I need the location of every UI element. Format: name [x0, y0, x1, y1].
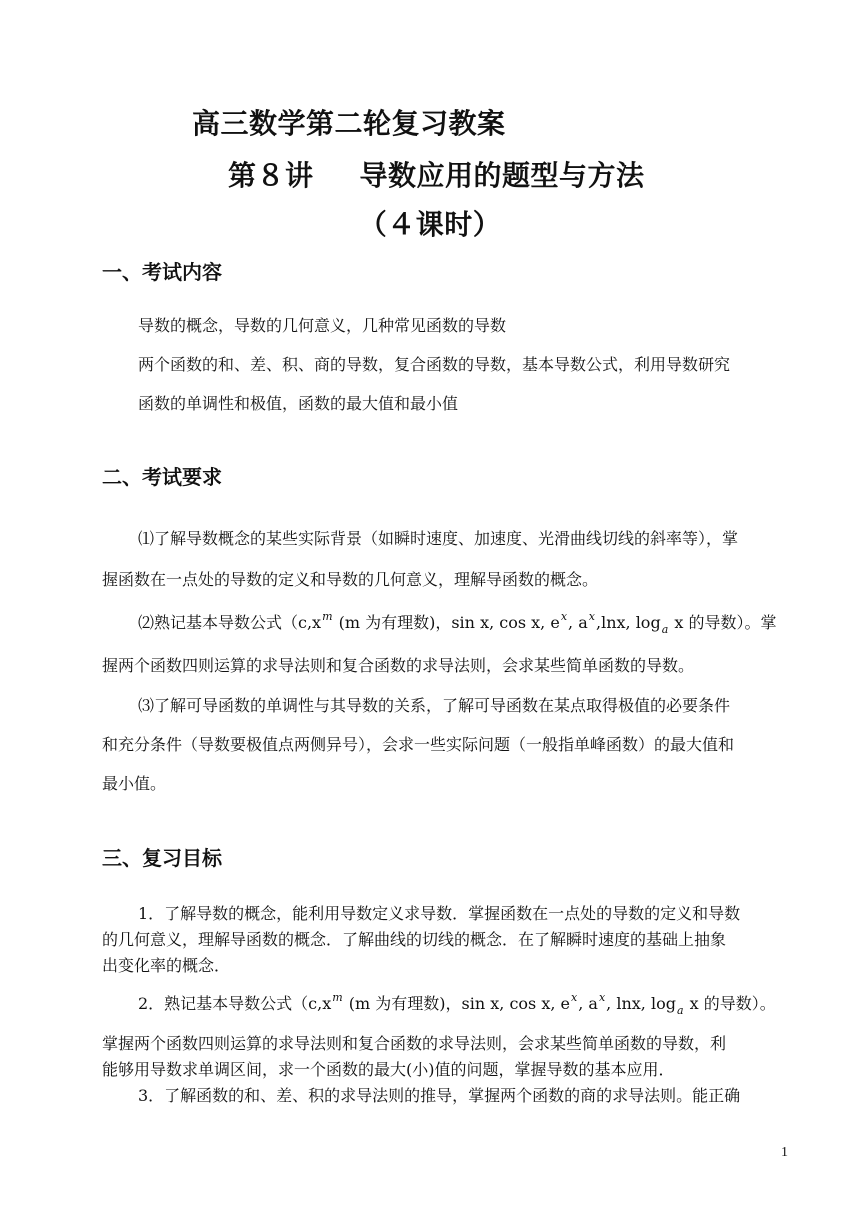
paragraph-line: 两个函数的和、差、积、商的导数，复合函数的导数，基本导数公式，利用导数研究 — [138, 355, 731, 374]
formula-line: ⑵熟记基本导数公式（$c,x^m$ (m 为有理数)，sin x, cos x, $e^x$, $a^x,\ln x$, $\log_a x$ 的导数）。掌 — [138, 610, 777, 636]
paragraph-line: 导数的概念，导数的几何意义，几种常见函数的导数 — [138, 316, 507, 335]
section-heading-exam-requirements: 二、考试要求 — [102, 465, 222, 489]
lecture-title — [228, 154, 645, 194]
paragraph-line: ⑴了解导数概念的某些实际背景（如瞬时速度、加速度、光滑曲线切线的斜率等），掌 — [138, 529, 739, 548]
paragraph-line: 握函数在一点处的导数的定义和导数的几何意义，理解导函数的概念。 — [102, 570, 599, 589]
paragraph-line: 掌握两个函数四则运算的求导法则和复合函数的求导法则，会求某些简单函数的导数，利 — [102, 1034, 727, 1053]
paragraph-line: 最小值。 — [102, 774, 167, 793]
paragraph-line: 握两个函数四则运算的求导法则和复合函数的求导法则，会求某些简单函数的导数。 — [102, 656, 695, 675]
paragraph-line: 3．了解函数的和、差、积的求导法则的推导，掌握两个函数的商的求导法则。能正确 — [138, 1086, 741, 1105]
paragraph-line: 的几何意义，理解导函数的概念．了解曲线的切线的概念．在了解瞬时速度的基础上抽象 — [102, 930, 727, 949]
doc-title: 高三数学第二轮复习教案 — [192, 107, 506, 140]
paragraph-line: 函数的单调性和极值，函数的最大值和最小值 — [138, 394, 459, 413]
paragraph-line: 和充分条件（导数要极值点两侧异号），会求一些实际问题（一般指单峰函数）的最大值和 — [102, 735, 735, 754]
formula-line: 2．熟记基本导数公式（$c,x^m$ (m 为有理数)，sin x, cos x, $e^x$, $a^x$, lnx, $\log_a x$ 的导数）。 — [138, 991, 776, 1017]
section-heading-review-goals: 三、复习目标 — [102, 846, 222, 870]
lecture-topic: 导数应用的题型与方法 — [359, 159, 645, 192]
paragraph-line: 出变化率的概念． — [102, 956, 231, 975]
page-number: 1 — [781, 1145, 788, 1160]
paragraph-line: 1．了解导数的概念，能利用导数定义求导数．掌握函数在一点处的导数的定义和导数 — [138, 904, 741, 923]
lecture-number: 第８讲 — [228, 159, 314, 192]
paragraph-line: ⑶了解可导函数的单调性与其导数的关系，了解可导函数在某点取得极值的必要条件 — [138, 696, 731, 715]
section-heading-exam-content: 一、考试内容 — [102, 260, 222, 284]
lecture-hours: （４课时） — [358, 208, 502, 241]
paragraph-line: 能够用导数求单调区间，求一个函数的最大(小)值的问题，掌握导数的基本应用． — [102, 1060, 675, 1079]
